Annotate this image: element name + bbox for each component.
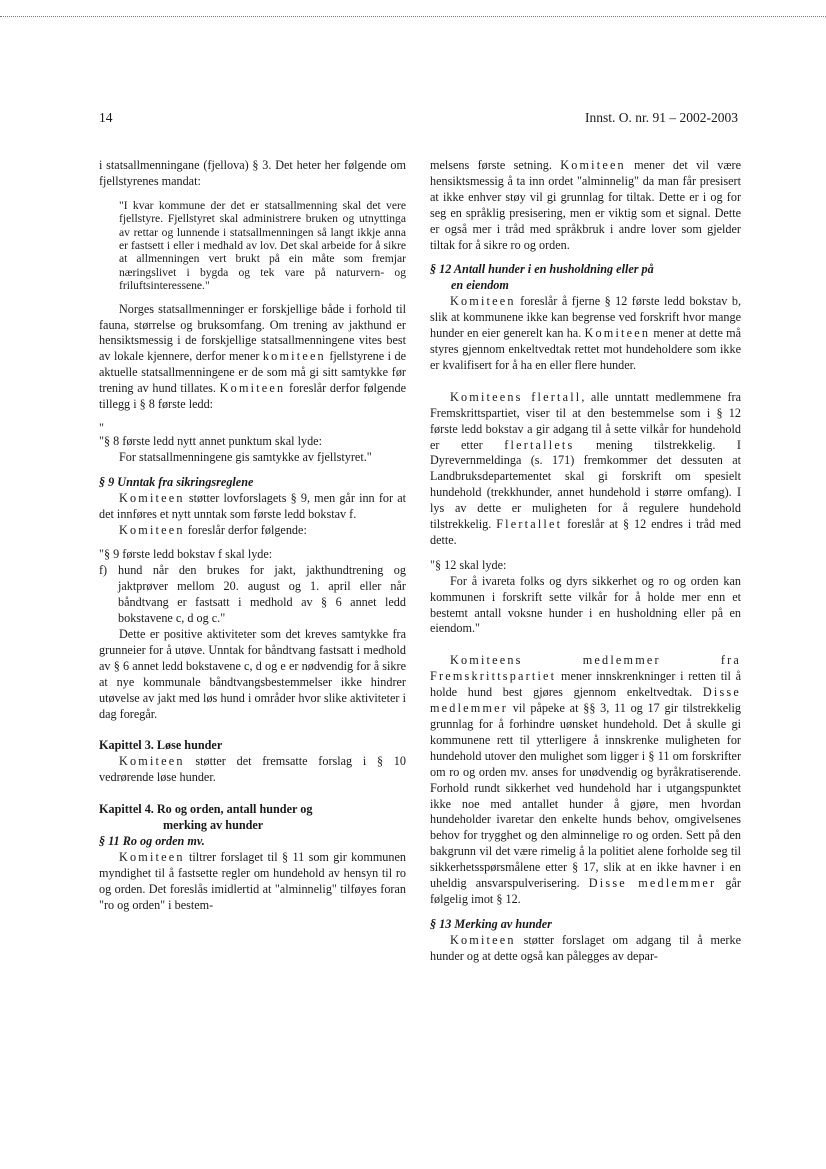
committee-term: komiteen	[262, 349, 326, 364]
quote-block: "I kvar kommune der det er statsallmenning skal det vere fjellstyre. Fjellstyret skal administrere bruken og utnyttinga av rettar og lunnende i statsallmenningen så langt ikkje anna er fastsett i eller i medhald av lov. Det skal arbeide for å sikre at allmenningen vert brukt på ein måte som fremjar næringslivet i bygda og tek vare på naturvern- og friluftsinteressene."	[119, 198, 406, 293]
paragraph: Komiteen tiltrer forslaget til § 11 som gir kommunen myndighet til å fastsette regler om hundehold av hensyn til ro og orden. Det foreslås imidlertid at "alminnelig" tilføyes foran "ro og orden" i bestem-	[99, 849, 406, 912]
paragraph: Komiteen foreslår derfor følgende:	[119, 522, 307, 537]
paragraph: melsens første setning. Komiteen mener det vil være hensiktsmessig å ta inn ordet "alminnelig" da man får presisert at ikke enhver støy vil gi grunnlag for tiltak. Dette er i og for seg en språklig presisering, men er viktig som et signal. Dette er også mer i tråd med språkbruk i andre lover som gjelder tiltak for å sikre ro og orden.	[430, 158, 741, 252]
committee-term: Komiteen	[584, 326, 651, 341]
paragraph: Norges statsallmenninger er forskjellige både i forhold til fauna, størrelse og bruksomfang. Om trening av jakthund er hensiktsmessig i de forskjellige statsallmenningene vites best av lokale kjennere, derfor mener komiteen fjellstyrene i de aktuelle statsallmenningene er de som må gi sitt samtykke før trening av hund tillates. Komiteen foreslår derfor følgende tillegg i § 8 første ledd:	[99, 301, 406, 412]
committee-term: Komiteen	[119, 522, 185, 537]
paragraph: i statsallmenningane (fjellova) § 3. Det heter her følgende om fjellstyrenes mandat:	[99, 158, 406, 188]
paragraph: Komiteen støtter lovforslagets § 9, men går inn for at det innføres et nytt unntak som første ledd bokstav f.	[99, 490, 406, 521]
committee-term: Komiteen	[450, 294, 516, 309]
committee-term: flertallets	[504, 437, 575, 452]
paragraph: Komiteens medlemmer fra Fremskrittspartiet mener innskrenkninger i retten til å holde hund best gjøres gjennom enkeltvedtak. Disse medlemmer vil påpeke at §§ 3, 11 og 17 gir tilstrekkelig grunnlag for å forhindre uønsket hundehold. Det å skulle gi kommunene rett til ytterligere å innskrenke muligheten for hundehold utover den mulighet som ligger i § 11 om forskrifter om ro og orden mv. anses for unødvendig og byråkratiserende. Forhold rundt sikkerhet ved hundehold har i utgangspunktet ikke noe med antallet hunder å gjøre, men hvordan hundeholder ivaretar den enkelte hunds behov, omgivelsenes behov for trygghet og den alminnelige ro og orden. Sett på den bakgrunn vil det være rimelig å la politiet alene forholde seg til sikkerhetsspørsmålene etter § 17, slik at en ikke havner i en uheldig ansvarspulverisering. Disse medlemmer går følgelig imot § 12.	[430, 653, 741, 906]
paragraph: "§ 8 første ledd nytt annet punktum skal lyde:	[99, 434, 322, 448]
committee-term: Komiteen	[119, 754, 185, 769]
committee-term: Flertallet	[496, 517, 563, 532]
page-number: 14	[99, 110, 113, 125]
paragraph: Dette er positive aktiviteter som det kreves samtykke fra grunneier for å utøve. Unntak for båndtvang fastsatt i medhold av § 6 annet ledd bokstavene c, d og e er nødvendig for å sikre at nye kommunale båndtvangsbestemmelser ikke hindrer utøvelse av jakt med løs hund i områder hvor slike aktiviteter i dag foregår.	[99, 626, 406, 721]
left-column	[99, 158, 406, 913]
document-reference: Innst. O. nr. 91 – 2002-2003	[585, 110, 738, 125]
committee-term: Komiteens flertall	[450, 389, 582, 404]
section-heading: § 12 Antall hunder i en husholdning eller på en eiendom	[430, 262, 654, 293]
paragraph: "§ 9 første ledd bokstav f skal lyde:	[99, 547, 273, 562]
paragraph: Komiteen foreslår å fjerne § 12 første ledd bokstav b, slik at kommunene ikke kan begrense ved forskrift hvor mange hunder en eier generelt kan ha. Komiteen mener at dette må styres gjennom enkeltvedtak rettet mot hundeholdere som ikke er kvalifisert for å ha en eller flere hunder.	[430, 294, 741, 372]
committee-term: Komiteen	[450, 932, 516, 947]
list-item	[99, 563, 406, 627]
committee-term: Disse medlemmer	[588, 876, 717, 891]
paragraph: Komiteens flertall, alle unntatt medlemmene fra Fremskrittspartiet, viser til at den bestemmelse som i § 12 første ledd bokstav a gir adgang til å sette vilkår for hundehold er etter flertallets mening tilstrekkelig. I Dyrevernmeldinga (s. 171) fremkommer det dessuten at Landbruksdepartementet skal gi forskrift om spesielt hundehold (trekkhunder, annet hundehold i større omfang). I lys av dette er muligheten for å regulere hundehold tilstrekkelig. Flertallet foreslår at § 12 endres i tråd med dette.	[430, 389, 742, 547]
stray-quote-mark: "	[99, 421, 104, 435]
paragraph: Komiteen støtter forslaget om adgang til å merke hunder og at dette også kan pålegges av depar-	[430, 932, 741, 963]
list-item-label: f)	[99, 563, 108, 578]
paragraph: For å ivareta folks og dyrs sikkerhet og ro og orden kan kommunen i forskrift sette vilkår for å holde mer enn et bestemt antall voksne hunder i en husholdning eller på en eiendom."	[430, 573, 741, 636]
list-item-text: hund når den brukes for jakt, jakthundtrening og jaktprøver mellom 20. august og 1. april eller når båndtvang er fastsatt i medhold av § 6 annet ledd bokstavene c, d og c."	[118, 563, 406, 626]
committee-term: Disse medlemmer	[430, 685, 741, 716]
committee-term: Komiteen	[119, 849, 185, 864]
committee-term: Komiteens medlemmer fra Fremskrittspartiet	[430, 653, 741, 684]
chapter-heading: Kapittel 3. Løse hunder	[99, 738, 223, 753]
committee-term: Komiteen	[219, 381, 286, 396]
section-heading: § 9 Unntak fra sikringsreglene	[99, 474, 254, 489]
section-heading: § 11 Ro og orden mv.	[99, 833, 205, 848]
chapter-heading: Kapittel 4. Ro og orden, antall hunder og merking av hunder	[99, 802, 313, 833]
right-column	[430, 158, 741, 965]
paragraph: "§ 12 skal lyde:	[430, 557, 507, 572]
committee-term: Komiteen	[119, 490, 185, 505]
committee-term: Komiteen	[560, 158, 626, 172]
paragraph: Komiteen støtter det fremsatte forslag i § 10 vedrørende løse hunder.	[99, 754, 406, 785]
paragraph: For statsallmenningene gis samtykke av fjellstyret."	[119, 449, 372, 464]
section-heading: § 13 Merking av hunder	[430, 916, 552, 931]
page-top-border	[0, 16, 826, 17]
